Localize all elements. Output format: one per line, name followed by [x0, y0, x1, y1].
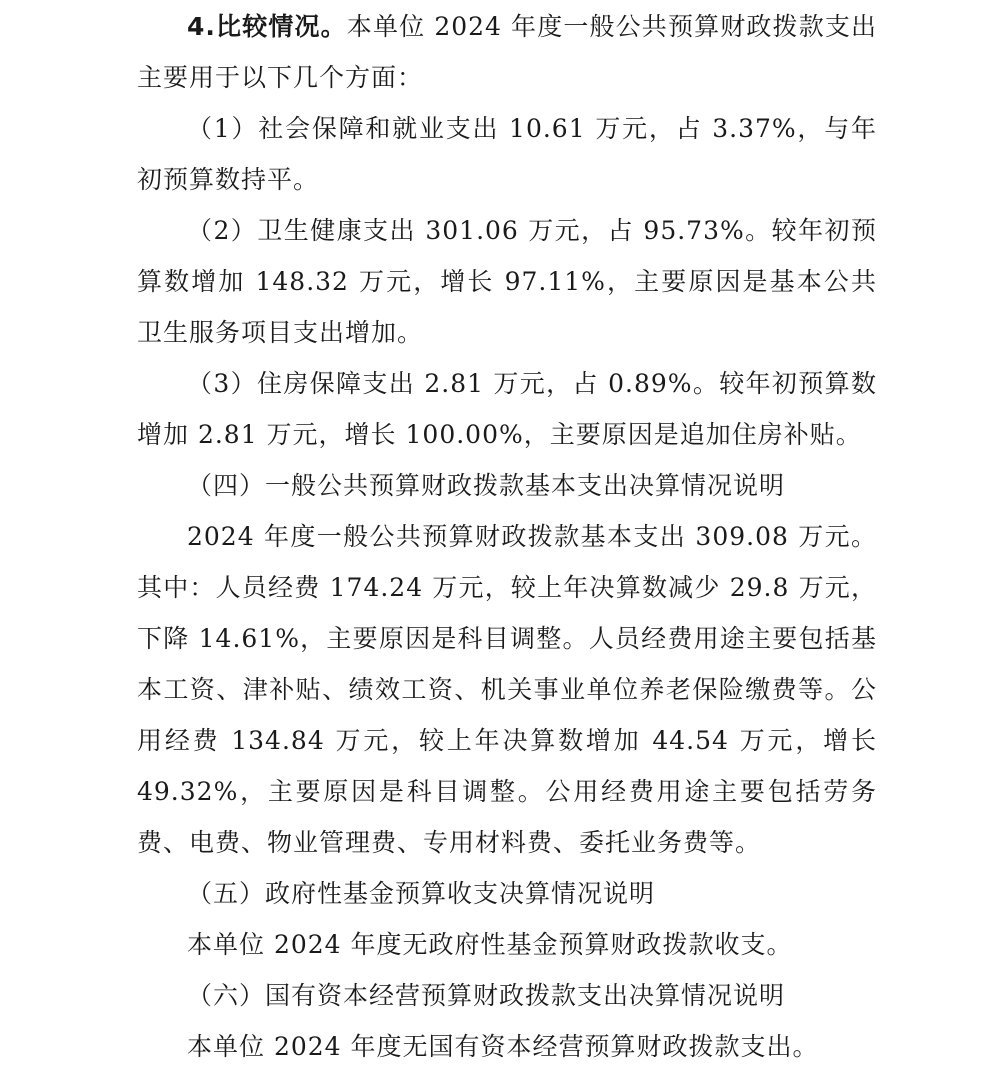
item-social-security: （1）社会保障和就业支出 10.61 万元，占 3.37%，与年初预算数持平。 — [137, 114, 877, 194]
state-capital-paragraph: 本单位 2024 年度无国有资本经营预算财政拨款支出。 — [187, 1032, 819, 1061]
section-4-paragraph — [137, 1, 877, 103]
heading-state-capital: （六）国有资本经营预算财政拨款支出决算情况说明 — [187, 981, 786, 1010]
basic-expenditure-paragraph: 2024 年度一般公共预算财政拨款基本支出 309.08 万元。其中：人员经费 174.24 万元，较上年决算数减少 29.8 万元，下降 14.61%，主要原因是科目调整。人员经费用途主要包括基本工资、津补贴、绩效工资、机关事业单位养老保险缴费等。公用经费 134.84 万元，较上年决算数增加 44.54 万元，增长 49.32%，主要原因是科目调整。公用经费用途主要包括劳务费、电费、物业管理费、专用材料费、委托业务费等。 — [137, 522, 877, 857]
item-housing: （3）住房保障支出 2.81 万元，占 0.89%。较年初预算数增加 2.81 万元，增长 100.00%，主要原因是追加住房补贴。 — [137, 369, 877, 449]
item-health: （2）卫生健康支出 301.06 万元，占 95.73%。较年初预算数增加 148.32 万元，增长 97.11%，主要原因是基本公共卫生服务项目支出增加。 — [137, 216, 877, 347]
document-page — [137, 0, 877, 1072]
heading-government-fund: （五）政府性基金预算收支决算情况说明 — [187, 879, 656, 908]
heading-basic-expenditure: （四）一般公共预算财政拨款基本支出决算情况说明 — [187, 471, 786, 500]
section-4-lead: 4.比较情况。 — [187, 12, 347, 41]
government-fund-paragraph: 本单位 2024 年度无政府性基金预算财政拨款收支。 — [187, 930, 793, 959]
section-4-text: 本单位 2024 年度一般公共预算财政拨款支出主要用于以下几个方面： — [137, 12, 877, 92]
